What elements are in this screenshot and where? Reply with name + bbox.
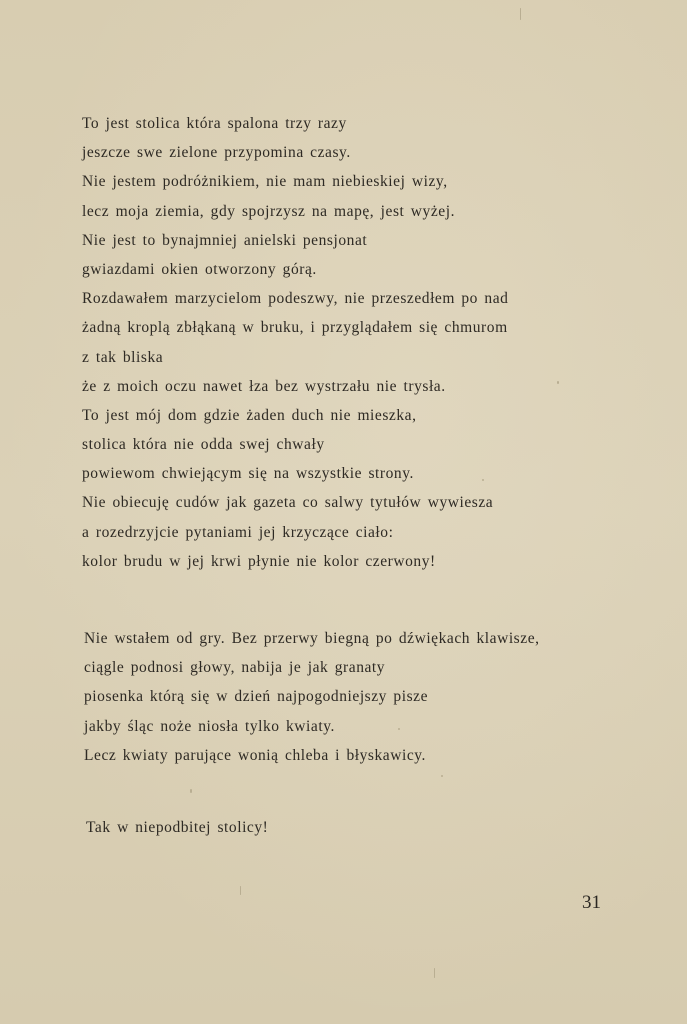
poem-line: Nie jestem podróżnikiem, nie mam niebieskiej wizy,	[82, 173, 448, 191]
paper-speck	[240, 886, 241, 895]
paper-speck	[520, 8, 521, 20]
poem-line: Tak w niepodbitej stolicy!	[86, 819, 269, 836]
paper-speck	[441, 775, 443, 777]
paper-speck	[434, 968, 435, 978]
stanza-1	[82, 109, 508, 576]
paper-speck	[557, 381, 559, 384]
poem-line: żadną kroplą zbłąkaną w bruku, i przyglądałem się chmurom	[82, 319, 508, 337]
poem-line: gwiazdami okien otworzony górą.	[82, 260, 317, 278]
poem-line: lecz moja ziemia, gdy spojrzysz na mapę, jest wyżej.	[82, 202, 455, 220]
page-number: 31	[582, 892, 601, 913]
poem-line: jeszcze swe zielone przypomina czasy.	[82, 144, 351, 162]
poem-line: ciągle podnosi głowy, nabija je jak granaty	[84, 659, 386, 677]
paper-speck	[398, 728, 400, 730]
poem-line: To jest stolica która spalona trzy razy	[82, 115, 347, 132]
stanza-3	[86, 813, 268, 842]
poem-line: jakby śląc noże niosła tylko kwiaty.	[84, 717, 335, 735]
paper-speck	[190, 789, 192, 793]
poem-line: z tak bliska	[82, 348, 164, 366]
poem-line: a rozedrzyjcie pytaniami jej krzyczące ciało:	[82, 523, 394, 541]
poem-line: powiewom chwiejącym się na wszystkie strony.	[82, 465, 414, 483]
stanza-2	[84, 624, 540, 770]
poem-line: Rozdawałem marzycielom podeszwy, nie przeszedłem po nad	[82, 290, 509, 308]
poem-line: stolica która nie odda swej chwały	[82, 436, 325, 454]
paper-speck	[482, 479, 484, 481]
poem-line: Lecz kwiaty parujące wonią chleba i błyskawicy.	[84, 746, 426, 764]
poem-line: Nie obiecuję cudów jak gazeta co salwy tytułów wywiesza	[82, 494, 494, 512]
poem-line: Nie jest to bynajmniej anielski pensjonat	[82, 231, 368, 249]
poem-line: że z moich oczu nawet łza bez wystrzału nie trysła.	[82, 377, 446, 395]
poem-line: piosenka którą się w dzień najpogodniejszy pisze	[84, 688, 429, 706]
poem-line: kolor brudu w jej krwi płynie nie kolor czerwony!	[82, 552, 436, 570]
poem-line: To jest mój dom gdzie żaden duch nie mieszka,	[82, 406, 417, 424]
poem-line: Nie wstałem od gry. Bez przerwy biegną po dźwiękach klawisze,	[84, 630, 540, 647]
